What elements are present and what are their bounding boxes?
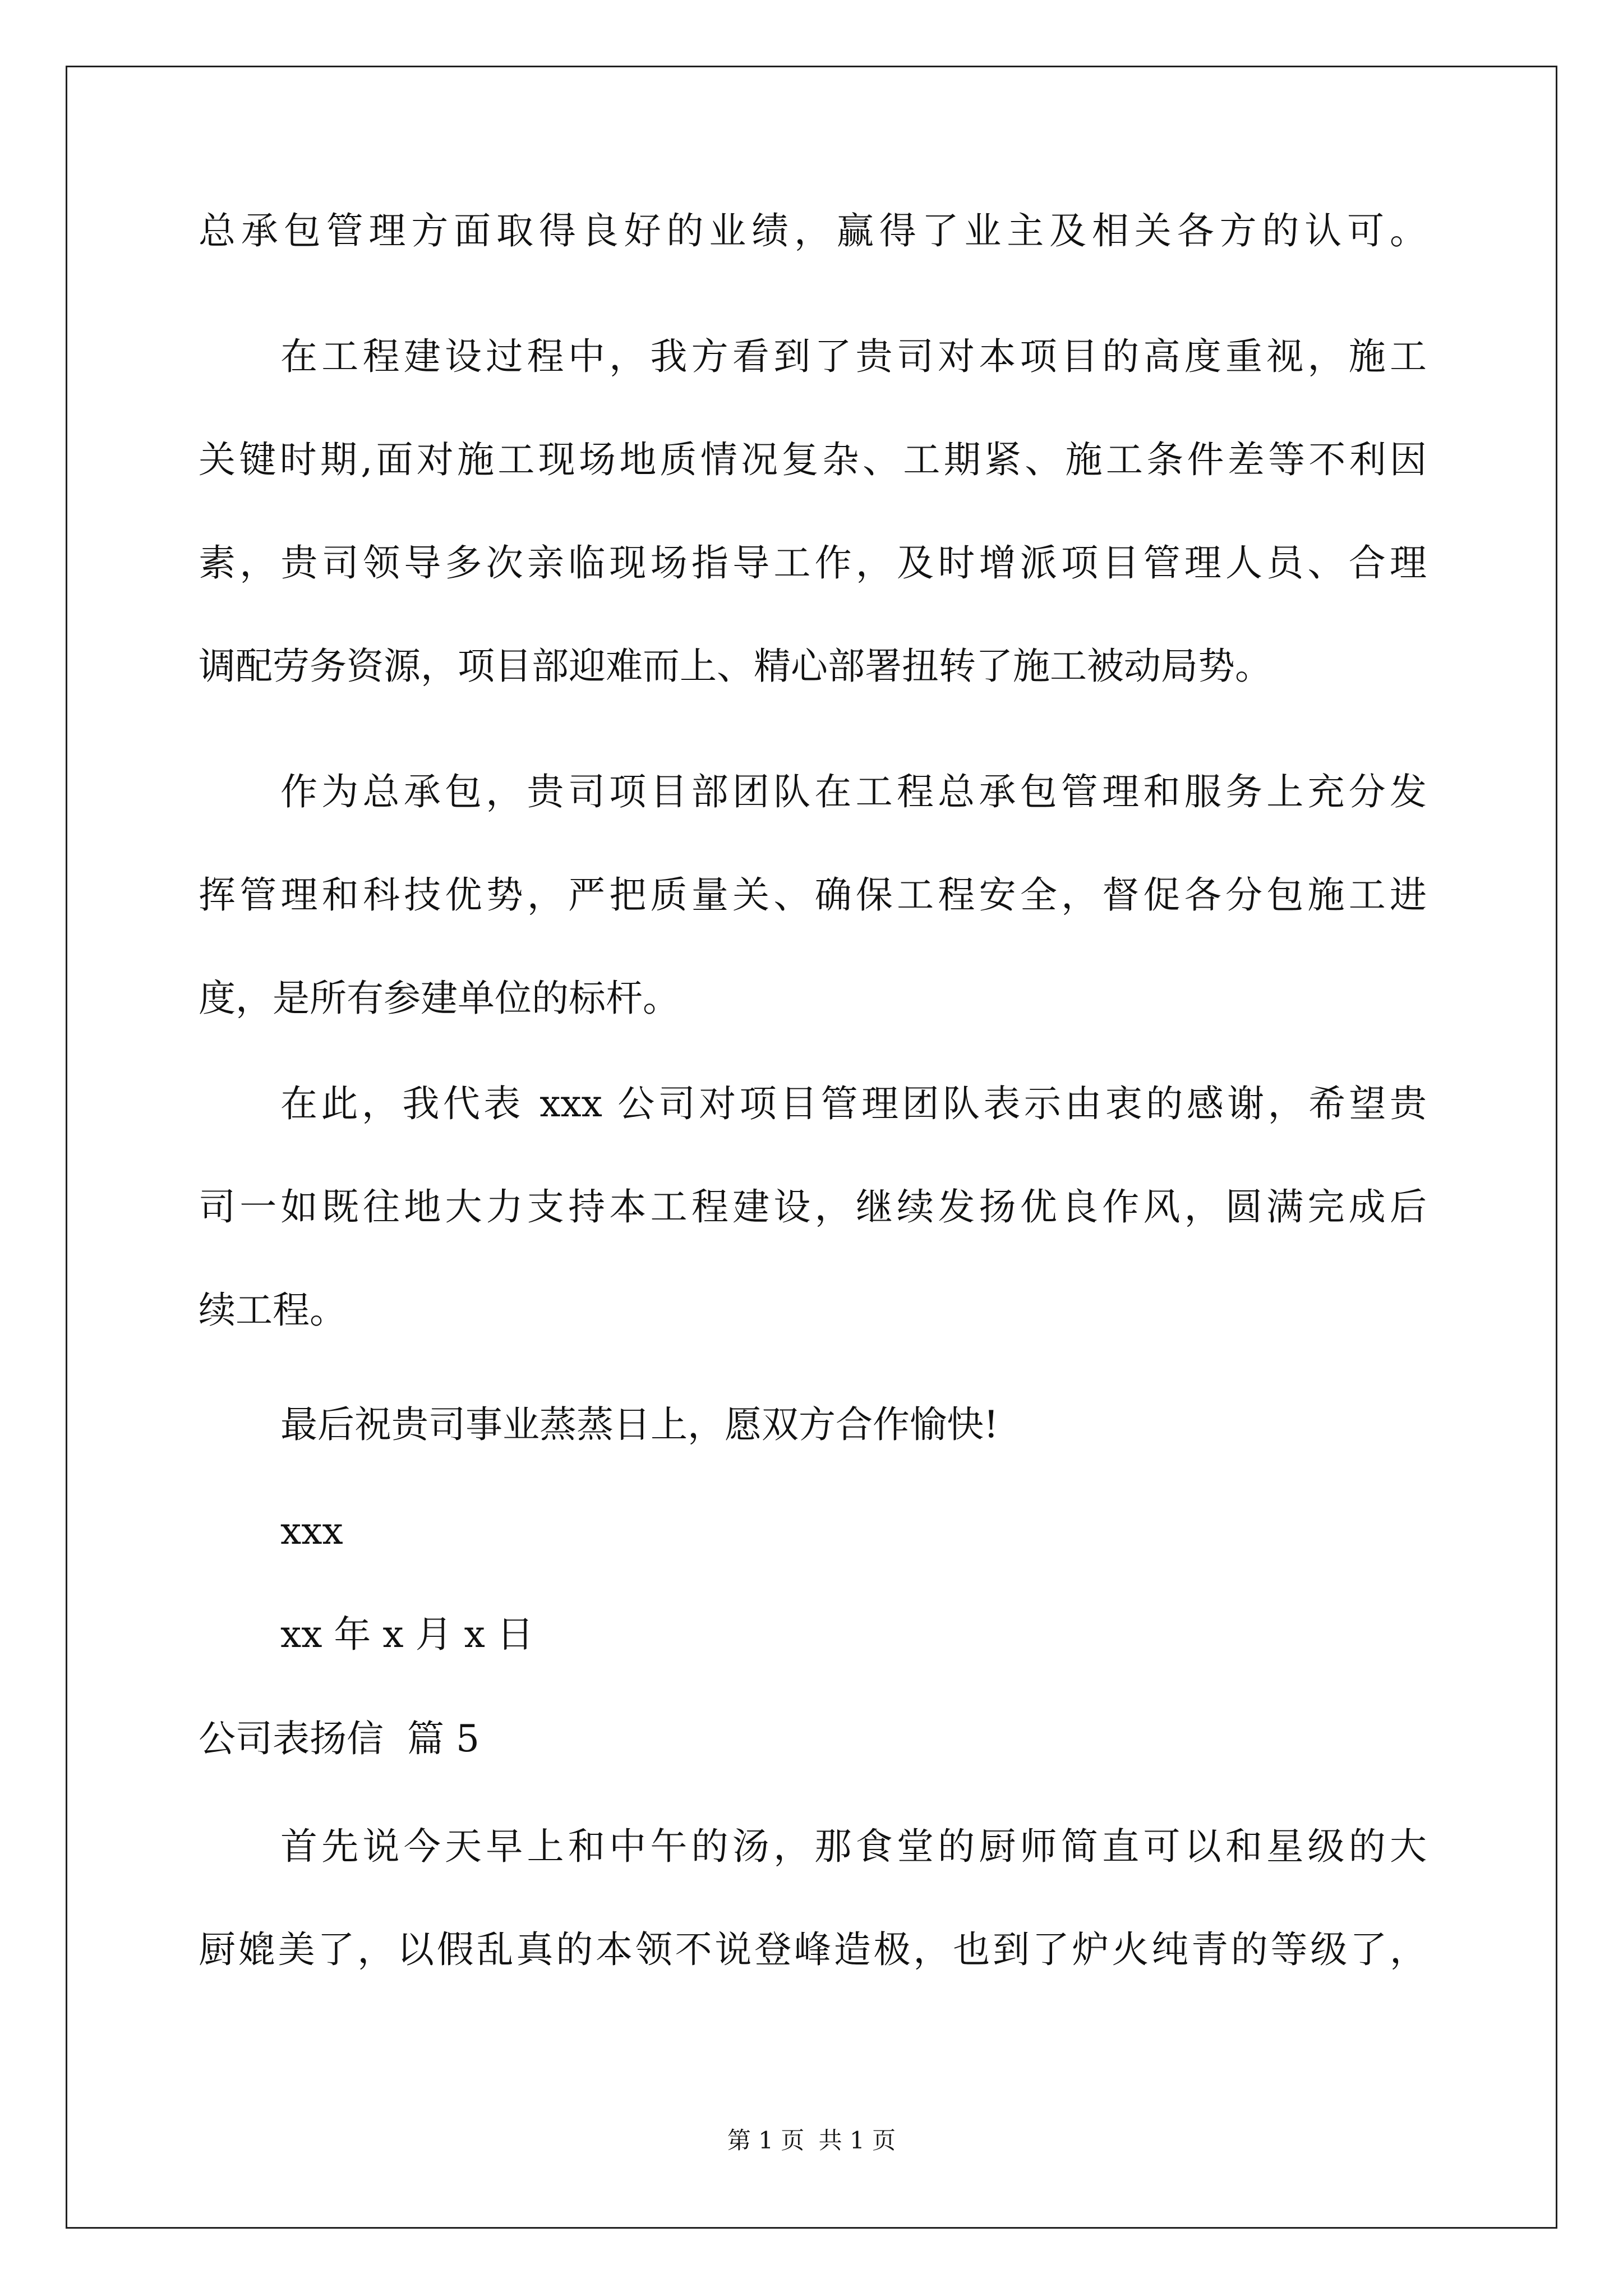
closing-wish: 最后祝贵司事业蒸蒸日上，愿双方合作愉快! [280, 1403, 999, 1446]
paragraph-line-7: 挥管理和科技优势，严把质量关、确保工程安全，督促各分包施工进 [199, 873, 1427, 917]
paragraph-line-9: 在此，我代表 xxx 公司对项目管理团队表示由衷的感谢，希望贵 [280, 1082, 1427, 1125]
paragraph-line-4: 素，贵司领导多次亲临现场指导工作，及时增派项目管理人员、合理 [199, 541, 1427, 585]
paragraph-line-5: 调配劳务资源，项目部迎难而上、精心部署扭转了施工被动局势。 [199, 645, 1272, 688]
paragraph-line-6: 作为总承包，贵司项目部团队在工程总承包管理和服务上充分发 [280, 770, 1427, 813]
paragraph-line-11: 续工程。 [199, 1289, 347, 1332]
paragraph-line-8: 度，是所有参建单位的标杆。 [199, 977, 680, 1020]
paragraph-line-13: 厨媲美了，以假乱真的本领不说登峰造极，也到了炉火纯青的等级了， [199, 1928, 1427, 1971]
paragraph-line-3: 关键时期,面对施工现场地质情况复杂、工期紧、施工条件差等不利因 [199, 438, 1427, 481]
signature-date: xx 年 x 月 x 日 [280, 1613, 534, 1656]
signature-name: xxx [280, 1510, 343, 1553]
page-number-current: 第 1 页 [727, 2127, 805, 2154]
paragraph-line-10: 司一如既往地大力支持本工程建设，继续发扬优良作风，圆满完成后 [199, 1185, 1427, 1228]
paragraph-line-1: 总承包管理方面取得良好的业绩，赢得了业主及相关各方的认可。 [199, 209, 1427, 252]
page-footer [0, 2124, 1623, 2157]
paragraph-line-12: 首先说今天早上和中午的汤，那食堂的厨师简直可以和星级的大 [280, 1825, 1427, 1868]
page-number-total: 共 1 页 [818, 2127, 896, 2154]
paragraph-line-2: 在工程建设过程中，我方看到了贵司对本项目的高度重视，施工 [280, 335, 1427, 378]
page-border [66, 66, 1557, 2229]
section-heading: 公司表扬信 篇 5 [199, 1717, 479, 1760]
